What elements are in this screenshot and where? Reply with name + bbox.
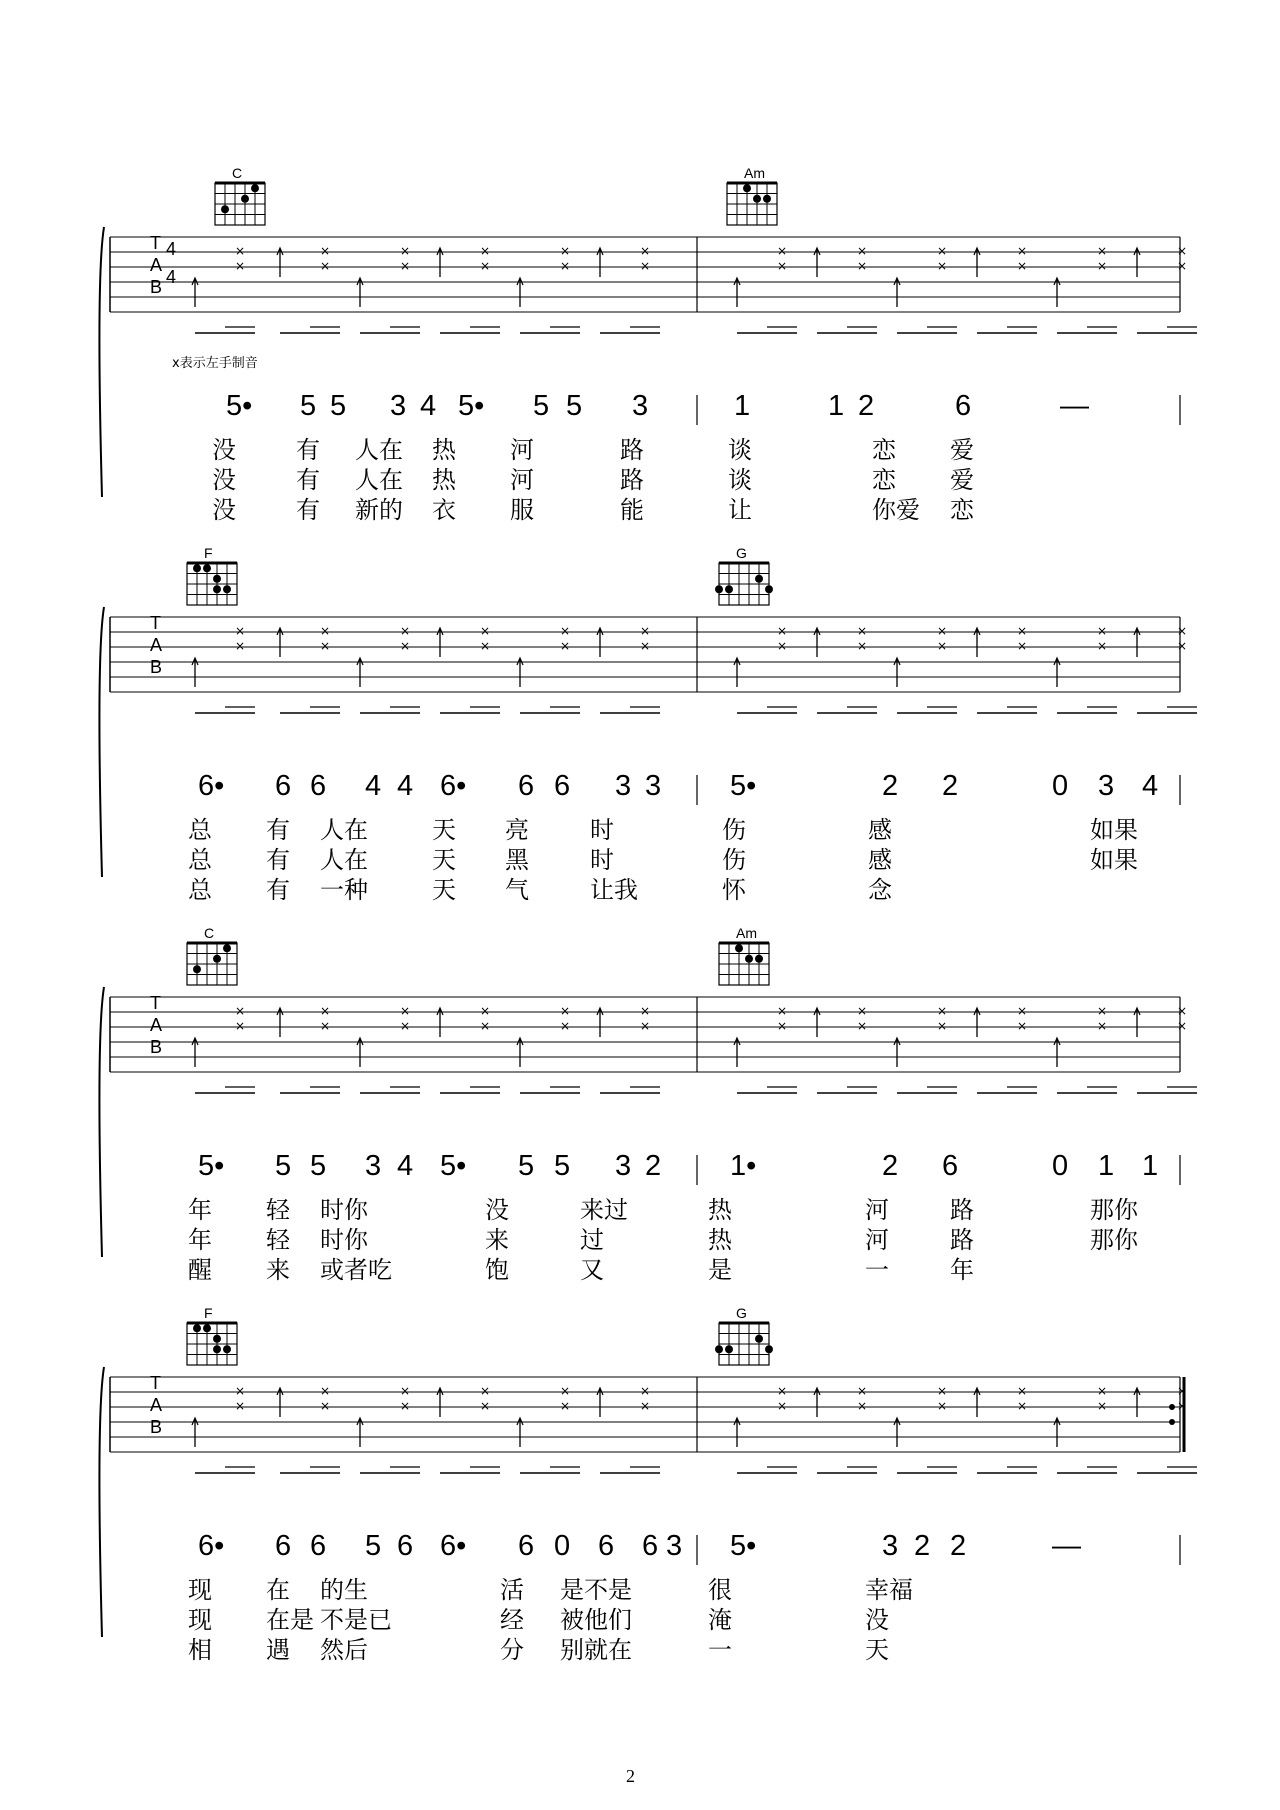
lyric-syllable: 热 bbox=[432, 466, 456, 494]
lyric-syllable: 相 bbox=[188, 1636, 212, 1664]
lyric-syllable: 来 bbox=[485, 1226, 509, 1254]
lyric-syllable: 又 bbox=[580, 1256, 604, 1284]
score-system-2 bbox=[0, 545, 1280, 905]
lyric-syllable: 有 bbox=[296, 436, 320, 464]
lyric-syllable: 总 bbox=[188, 846, 212, 874]
mute-x: × bbox=[777, 1004, 788, 1018]
lyric-syllable: 一 bbox=[708, 1636, 732, 1664]
lyric-syllable: 如果 bbox=[1090, 816, 1138, 844]
jianpu-note: 6 bbox=[554, 770, 571, 802]
lyric-syllable: 河 bbox=[510, 436, 534, 464]
mute-x: × bbox=[1097, 259, 1108, 273]
lyric-syllable: 有 bbox=[296, 466, 320, 494]
tab-letter-a: A bbox=[150, 1015, 163, 1035]
mute-x: × bbox=[1097, 1019, 1108, 1033]
mute-x: × bbox=[560, 1019, 571, 1033]
lyric-syllable: 人在 bbox=[320, 846, 368, 874]
mute-x: × bbox=[857, 1384, 868, 1398]
mute-x: × bbox=[560, 1399, 571, 1413]
lyric-syllable: 感 bbox=[868, 816, 892, 844]
lyric-syllable: 饱 bbox=[485, 1256, 509, 1284]
lyric-syllable: 人在 bbox=[355, 466, 403, 494]
mute-x: × bbox=[1017, 1004, 1028, 1018]
jianpu-note: 2 bbox=[858, 390, 875, 422]
lyric-syllable: 能 bbox=[620, 496, 644, 524]
mute-x: × bbox=[777, 624, 788, 638]
mute-x: × bbox=[937, 1019, 948, 1033]
mute-x: × bbox=[1177, 624, 1188, 638]
mute-x: × bbox=[777, 1399, 788, 1413]
tab-letter-a: A bbox=[150, 1395, 163, 1415]
mute-x: × bbox=[857, 639, 868, 653]
mute-x: × bbox=[400, 1399, 411, 1413]
lyric-syllable: 河 bbox=[865, 1226, 889, 1254]
tab-letter-t: T bbox=[150, 993, 161, 1013]
time-signature-top: 4 bbox=[166, 239, 177, 259]
mute-x: × bbox=[857, 1399, 868, 1413]
lyric-syllable: 现 bbox=[188, 1606, 212, 1634]
lyric-syllable: 服 bbox=[510, 496, 534, 524]
mute-x: × bbox=[400, 1019, 411, 1033]
lyric-syllable: 没 bbox=[865, 1606, 889, 1634]
mute-x: × bbox=[1177, 244, 1188, 258]
jianpu-note: 6 bbox=[942, 1150, 959, 1182]
lyric-syllable: 人在 bbox=[355, 436, 403, 464]
jianpu-note: 5• bbox=[198, 1150, 225, 1182]
mute-x: × bbox=[235, 244, 246, 258]
mute-x: × bbox=[480, 259, 491, 273]
lyric-syllable: 爱 bbox=[950, 466, 974, 494]
mute-x: × bbox=[640, 1399, 651, 1413]
jianpu-note: 4 bbox=[365, 770, 382, 802]
jianpu-note: 3 bbox=[390, 390, 407, 422]
jianpu-note: 1 bbox=[1142, 1150, 1159, 1182]
jianpu-note: 5 bbox=[365, 1530, 382, 1562]
jianpu-note: 4 bbox=[397, 1150, 414, 1182]
tab-letter-a: A bbox=[150, 255, 163, 275]
chord-diagram-am bbox=[719, 943, 769, 985]
lyric-syllable: 来 bbox=[266, 1256, 290, 1284]
lyric-syllable: 或者吃 bbox=[320, 1256, 392, 1284]
lyric-syllable: 没 bbox=[212, 496, 236, 524]
lyric-syllable: 如果 bbox=[1090, 846, 1138, 874]
mute-x: × bbox=[1097, 624, 1108, 638]
lyric-syllable: 路 bbox=[620, 436, 644, 464]
lyric-syllable: 总 bbox=[188, 816, 212, 844]
lyric-syllable: 那你 bbox=[1090, 1196, 1138, 1224]
jianpu-note: 5 bbox=[310, 1150, 327, 1182]
mute-x: × bbox=[937, 639, 948, 653]
mute-x: × bbox=[560, 639, 571, 653]
mute-x: × bbox=[640, 624, 651, 638]
lyric-syllable: 路 bbox=[620, 466, 644, 494]
jianpu-note: 0 bbox=[1052, 1150, 1069, 1182]
jianpu-note: 0 bbox=[1052, 770, 1069, 802]
jianpu-note: 1 bbox=[734, 390, 751, 422]
mute-x: × bbox=[777, 1384, 788, 1398]
tab-letter-b: B bbox=[150, 277, 163, 297]
mute-x: × bbox=[320, 624, 331, 638]
jianpu-note: 6 bbox=[310, 770, 327, 802]
jianpu-note: 5• bbox=[226, 390, 253, 422]
lyric-syllable: 新的 bbox=[355, 496, 403, 524]
mute-x: × bbox=[1017, 1399, 1028, 1413]
mute-x: × bbox=[937, 1399, 948, 1413]
lyric-syllable: 念 bbox=[868, 876, 892, 904]
mute-x: × bbox=[400, 259, 411, 273]
mute-x: × bbox=[400, 1004, 411, 1018]
jianpu-note: 2 bbox=[950, 1530, 967, 1562]
mute-x: × bbox=[320, 244, 331, 258]
jianpu-note: 3 bbox=[632, 390, 649, 422]
jianpu-note: 2 bbox=[882, 770, 899, 802]
chord-name-am: Am bbox=[736, 925, 757, 941]
lyric-syllable: 是 bbox=[708, 1256, 732, 1284]
jianpu-note: 3 bbox=[615, 770, 632, 802]
lyric-syllable: 有 bbox=[296, 496, 320, 524]
score-system-3 bbox=[0, 925, 1280, 1285]
lyric-syllable: 分 bbox=[500, 1636, 524, 1664]
lyric-syllable: 很 bbox=[708, 1576, 732, 1604]
jianpu-note: 2 bbox=[914, 1530, 931, 1562]
page-number: 2 bbox=[626, 1766, 635, 1786]
lyric-syllable: 没 bbox=[485, 1196, 509, 1224]
lyric-syllable: 恋 bbox=[950, 496, 974, 524]
mute-x: × bbox=[320, 1004, 331, 1018]
lyric-syllable: 人在 bbox=[320, 816, 368, 844]
system-brace bbox=[99, 1367, 104, 1637]
lyric-syllable: 没 bbox=[212, 436, 236, 464]
lyric-syllable: 热 bbox=[708, 1196, 732, 1224]
lyric-syllable: 不是已 bbox=[320, 1606, 392, 1634]
jianpu-note: 5 bbox=[566, 390, 583, 422]
mute-x: × bbox=[857, 1004, 868, 1018]
mute-x: × bbox=[320, 639, 331, 653]
mute-x: × bbox=[777, 259, 788, 273]
jianpu-note: 6 bbox=[275, 770, 292, 802]
mute-x: × bbox=[937, 624, 948, 638]
mute-x: × bbox=[480, 1399, 491, 1413]
lyric-syllable: 气 bbox=[505, 876, 529, 904]
lyric-syllable: 天 bbox=[865, 1636, 889, 1664]
lyric-syllable: 在是 bbox=[266, 1606, 314, 1634]
lyric-syllable: 怀 bbox=[722, 876, 746, 904]
mute-x: × bbox=[480, 639, 491, 653]
mute-x: × bbox=[857, 624, 868, 638]
lyric-syllable: 热 bbox=[708, 1226, 732, 1254]
mute-x: × bbox=[857, 1019, 868, 1033]
mute-x: × bbox=[1177, 1019, 1188, 1033]
mute-x: × bbox=[400, 639, 411, 653]
lyric-syllable: 轻 bbox=[266, 1196, 290, 1224]
lyric-syllable: 恋 bbox=[872, 466, 896, 494]
lyric-syllable: 是不是 bbox=[560, 1576, 632, 1604]
mute-x: × bbox=[1177, 639, 1188, 653]
mute-x: × bbox=[1017, 624, 1028, 638]
mute-x: × bbox=[480, 1004, 491, 1018]
tab-letter-a: A bbox=[150, 635, 163, 655]
chord-diagram-f bbox=[187, 1323, 237, 1365]
mute-x: × bbox=[1097, 244, 1108, 258]
lyric-syllable: 路 bbox=[950, 1226, 974, 1254]
mute-x: × bbox=[320, 1019, 331, 1033]
lyric-syllable: 天 bbox=[432, 876, 456, 904]
jianpu-note: 3 bbox=[615, 1150, 632, 1182]
tab-letter-t: T bbox=[150, 1373, 161, 1393]
jianpu-note: 5 bbox=[554, 1150, 571, 1182]
lyric-syllable: 一种 bbox=[320, 876, 368, 904]
jianpu-note: 2 bbox=[882, 1150, 899, 1182]
mute-x: × bbox=[777, 1019, 788, 1033]
lyric-syllable: 感 bbox=[868, 846, 892, 874]
lyric-syllable: 活 bbox=[500, 1576, 524, 1604]
lyric-syllable: 没 bbox=[212, 466, 236, 494]
lyric-syllable: 现 bbox=[188, 1576, 212, 1604]
chord-name-c: C bbox=[232, 165, 243, 181]
mute-x: × bbox=[777, 244, 788, 258]
tab-letter-t: T bbox=[150, 613, 161, 633]
lyric-syllable: 淹 bbox=[708, 1606, 732, 1634]
mute-x: × bbox=[235, 1019, 246, 1033]
lyric-syllable: 醒 bbox=[188, 1256, 212, 1284]
jianpu-note: 6 bbox=[310, 1530, 327, 1562]
lyric-syllable: 天 bbox=[432, 816, 456, 844]
mute-x: × bbox=[1177, 259, 1188, 273]
system-brace bbox=[99, 987, 104, 1257]
mute-x: × bbox=[320, 259, 331, 273]
lyric-syllable: 时 bbox=[590, 816, 614, 844]
system-brace bbox=[99, 227, 104, 497]
lyric-syllable: 年 bbox=[950, 1256, 974, 1284]
lyric-syllable: 时你 bbox=[320, 1226, 368, 1254]
mute-x: × bbox=[1177, 1004, 1188, 1018]
lyric-syllable: 伤 bbox=[722, 816, 746, 844]
chord-name-f: F bbox=[204, 1305, 213, 1321]
jianpu-note: 6• bbox=[198, 1530, 225, 1562]
jianpu-note: 0 bbox=[554, 1530, 571, 1562]
lyric-syllable: 黑 bbox=[505, 846, 529, 874]
jianpu-note: 6 bbox=[642, 1530, 659, 1562]
lyric-syllable: 恋 bbox=[872, 436, 896, 464]
mute-x: × bbox=[560, 259, 571, 273]
lyric-syllable: 年 bbox=[188, 1226, 212, 1254]
mute-x: × bbox=[235, 639, 246, 653]
chord-name-g: G bbox=[736, 1305, 747, 1321]
jianpu-note: 5• bbox=[730, 770, 757, 802]
left-hand-mute-note: x表示左手制音 bbox=[172, 356, 258, 371]
mute-x: × bbox=[235, 1399, 246, 1413]
chord-diagram-g bbox=[715, 1323, 773, 1365]
tab-letter-b: B bbox=[150, 657, 163, 677]
jianpu-note: 6 bbox=[518, 770, 535, 802]
mute-x: × bbox=[1017, 1019, 1028, 1033]
jianpu-note: 5 bbox=[330, 390, 347, 422]
jianpu-note: 5• bbox=[458, 390, 485, 422]
jianpu-note: — bbox=[1052, 1530, 1081, 1562]
jianpu-note: 6• bbox=[198, 770, 225, 802]
chord-name-c: C bbox=[204, 925, 215, 941]
lyric-syllable: 经 bbox=[500, 1606, 524, 1634]
jianpu-note: 1• bbox=[730, 1150, 757, 1182]
lyric-syllable: 衣 bbox=[432, 496, 456, 524]
jianpu-note: 3 bbox=[666, 1530, 683, 1562]
mute-x: × bbox=[1017, 259, 1028, 273]
mute-x: × bbox=[777, 639, 788, 653]
jianpu-note: 1 bbox=[1098, 1150, 1115, 1182]
mute-x: × bbox=[1017, 639, 1028, 653]
lyric-syllable: 谈 bbox=[728, 436, 752, 464]
chord-diagram-c bbox=[187, 943, 237, 985]
lyric-syllable: 谈 bbox=[728, 466, 752, 494]
lyric-syllable: 在 bbox=[266, 1576, 290, 1604]
jianpu-note: 5 bbox=[300, 390, 317, 422]
mute-x: × bbox=[1177, 1384, 1188, 1398]
lyric-syllable: 来过 bbox=[580, 1196, 628, 1224]
lyric-syllable: 然后 bbox=[320, 1636, 368, 1664]
mute-x: × bbox=[937, 259, 948, 273]
jianpu-note: 5 bbox=[518, 1150, 535, 1182]
jianpu-note: 6 bbox=[397, 1530, 414, 1562]
mute-x: × bbox=[640, 1384, 651, 1398]
jianpu-note: 6 bbox=[955, 390, 972, 422]
lyric-syllable: 的生 bbox=[320, 1576, 368, 1604]
lyric-syllable: 路 bbox=[950, 1196, 974, 1224]
lyric-syllable: 爱 bbox=[950, 436, 974, 464]
chord-name-am: Am bbox=[744, 165, 765, 181]
mute-x: × bbox=[235, 1004, 246, 1018]
chord-diagram-c bbox=[215, 183, 265, 225]
lyric-syllable: 让我 bbox=[590, 876, 638, 904]
jianpu-note: 3 bbox=[1098, 770, 1115, 802]
tab-letter-t: T bbox=[150, 233, 161, 253]
lyric-syllable: 一 bbox=[865, 1256, 889, 1284]
mute-x: × bbox=[640, 259, 651, 273]
mute-x: × bbox=[640, 244, 651, 258]
lyric-syllable: 时 bbox=[590, 846, 614, 874]
lyric-syllable: 有 bbox=[266, 846, 290, 874]
mute-x: × bbox=[235, 624, 246, 638]
lyric-syllable: 轻 bbox=[266, 1226, 290, 1254]
lyric-syllable: 河 bbox=[865, 1196, 889, 1224]
mute-x: × bbox=[400, 624, 411, 638]
chord-diagram-f bbox=[187, 563, 237, 605]
mute-x: × bbox=[937, 244, 948, 258]
lyric-syllable: 过 bbox=[580, 1226, 604, 1254]
jianpu-note: 5 bbox=[533, 390, 550, 422]
mute-x: × bbox=[1017, 1384, 1028, 1398]
jianpu-note: 2 bbox=[645, 1150, 662, 1182]
mute-x: × bbox=[560, 244, 571, 258]
lyric-syllable: 别就在 bbox=[560, 1636, 632, 1664]
lyric-syllable: 河 bbox=[510, 466, 534, 494]
mute-x: × bbox=[480, 1384, 491, 1398]
jianpu-note: 3 bbox=[645, 770, 662, 802]
lyric-syllable: 亮 bbox=[505, 816, 529, 844]
mute-x: × bbox=[480, 244, 491, 258]
jianpu-note: 4 bbox=[1142, 770, 1159, 802]
jianpu-note: 2 bbox=[942, 770, 959, 802]
chord-diagram-g bbox=[715, 563, 773, 605]
jianpu-note: 4 bbox=[420, 390, 437, 422]
jianpu-note: 5 bbox=[275, 1150, 292, 1182]
mute-x: × bbox=[320, 1384, 331, 1398]
chord-diagram-am bbox=[727, 183, 777, 225]
mute-x: × bbox=[235, 259, 246, 273]
tab-letter-b: B bbox=[150, 1417, 163, 1437]
jianpu-note: 6 bbox=[598, 1530, 615, 1562]
lyric-syllable: 被他们 bbox=[560, 1606, 632, 1634]
score-system-4 bbox=[0, 1305, 1280, 1665]
mute-x: × bbox=[1097, 1384, 1108, 1398]
mute-x: × bbox=[1097, 1004, 1108, 1018]
mute-x: × bbox=[480, 624, 491, 638]
mute-x: × bbox=[640, 1019, 651, 1033]
jianpu-note: 4 bbox=[397, 770, 414, 802]
mute-x: × bbox=[640, 1004, 651, 1018]
lyric-syllable: 那你 bbox=[1090, 1226, 1138, 1254]
lyric-syllable: 时你 bbox=[320, 1196, 368, 1224]
mute-x: × bbox=[320, 1399, 331, 1413]
mute-x: × bbox=[1017, 244, 1028, 258]
mute-x: × bbox=[1177, 1399, 1188, 1413]
mute-x: × bbox=[560, 624, 571, 638]
lyric-syllable: 遇 bbox=[266, 1636, 290, 1664]
lyric-syllable: 天 bbox=[432, 846, 456, 874]
lyric-syllable: 年 bbox=[188, 1196, 212, 1224]
jianpu-note: 3 bbox=[365, 1150, 382, 1182]
tab-letter-b: B bbox=[150, 1037, 163, 1057]
time-signature-bottom: 4 bbox=[166, 267, 177, 287]
jianpu-note: 6 bbox=[518, 1530, 535, 1562]
mute-x: × bbox=[400, 1384, 411, 1398]
score-system-1 bbox=[0, 165, 1280, 525]
mute-x: × bbox=[937, 1384, 948, 1398]
jianpu-note: 1 bbox=[828, 390, 845, 422]
mute-x: × bbox=[857, 259, 868, 273]
mute-x: × bbox=[857, 244, 868, 258]
jianpu-note: 3 bbox=[882, 1530, 899, 1562]
jianpu-note: 6 bbox=[275, 1530, 292, 1562]
jianpu-note: — bbox=[1060, 390, 1089, 422]
system-brace bbox=[99, 607, 104, 877]
jianpu-note: 6• bbox=[440, 770, 467, 802]
chord-name-g: G bbox=[736, 545, 747, 561]
jianpu-note: 5• bbox=[730, 1530, 757, 1562]
mute-x: × bbox=[1097, 639, 1108, 653]
lyric-syllable: 热 bbox=[432, 436, 456, 464]
lyric-syllable: 让 bbox=[728, 496, 752, 524]
chord-name-f: F bbox=[204, 545, 213, 561]
mute-x: × bbox=[235, 1384, 246, 1398]
lyric-syllable: 幸福 bbox=[865, 1576, 913, 1604]
mute-x: × bbox=[937, 1004, 948, 1018]
lyric-syllable: 总 bbox=[188, 876, 212, 904]
lyric-syllable: 有 bbox=[266, 816, 290, 844]
mute-x: × bbox=[480, 1019, 491, 1033]
mute-x: × bbox=[560, 1384, 571, 1398]
lyric-syllable: 伤 bbox=[722, 846, 746, 874]
jianpu-note: 6• bbox=[440, 1530, 467, 1562]
lyric-syllable: 有 bbox=[266, 876, 290, 904]
mute-x: × bbox=[400, 244, 411, 258]
mute-x: × bbox=[1097, 1399, 1108, 1413]
jianpu-note: 5• bbox=[440, 1150, 467, 1182]
lyric-syllable: 你爱 bbox=[872, 496, 920, 524]
mute-x: × bbox=[640, 639, 651, 653]
mute-x: × bbox=[560, 1004, 571, 1018]
